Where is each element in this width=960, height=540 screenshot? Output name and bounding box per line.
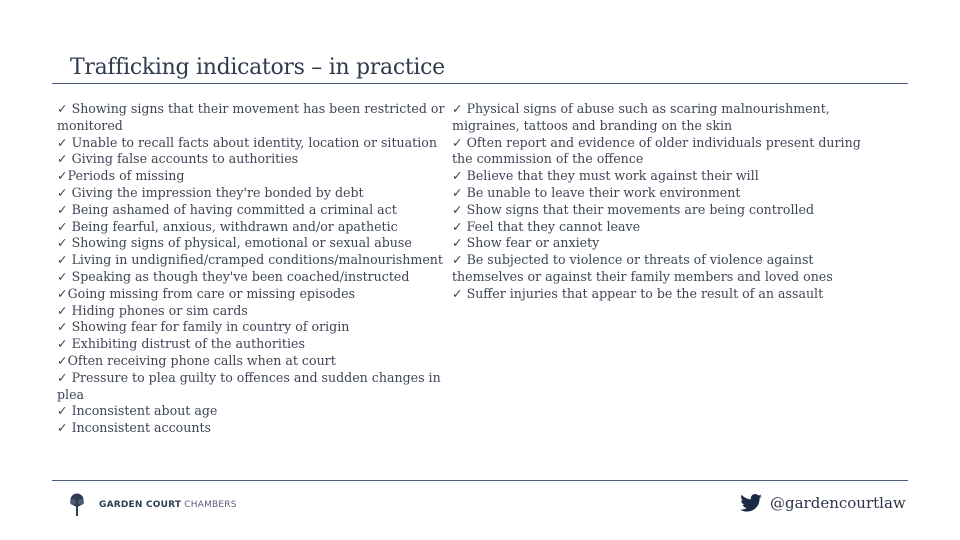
tree-icon bbox=[68, 493, 86, 517]
checkmark-icon: ✓ bbox=[57, 369, 68, 385]
checkmark-icon: ✓ bbox=[57, 268, 68, 284]
checkmark-icon: ✓ bbox=[57, 336, 68, 352]
checkmark-icon: ✓ bbox=[452, 252, 463, 268]
checkmark-icon: ✓ bbox=[57, 184, 68, 200]
indicator-text: Inconsistent accounts bbox=[67, 420, 211, 436]
indicator-text: Physical signs of abuse such as scaring malnourishment, migraines, tattoos and branding on the skin bbox=[452, 101, 830, 133]
indicator-item bbox=[452, 135, 862, 169]
indicator-text: Be subjected to violence or threats of violence against themselves or against their family members and loved ones bbox=[452, 252, 833, 284]
checkmark-icon: ✓ bbox=[57, 285, 68, 301]
indicator-item bbox=[57, 403, 457, 420]
indicator-item bbox=[452, 219, 862, 236]
indicator-text: Often receiving phone calls when at court bbox=[67, 352, 336, 368]
indicator-item bbox=[452, 185, 862, 202]
checkmark-icon: ✓ bbox=[452, 101, 463, 116]
indicator-item bbox=[57, 135, 457, 152]
indicator-item bbox=[57, 353, 457, 370]
indicator-item bbox=[57, 269, 457, 286]
indicator-text: Showing signs that their movement has been restricted or monitored bbox=[57, 101, 445, 133]
checkmark-icon: ✓ bbox=[57, 151, 68, 167]
garden-court-logo bbox=[68, 493, 237, 517]
indicator-text: Unable to recall facts about identity, location or situation bbox=[67, 134, 437, 150]
indicator-item bbox=[57, 168, 457, 185]
indicator-item bbox=[57, 151, 457, 168]
indicator-text: Be unable to leave their work environment bbox=[462, 184, 741, 200]
twitter-bird-icon bbox=[740, 494, 762, 512]
checkmark-icon: ✓ bbox=[452, 218, 463, 234]
indicator-text: Giving the impression they're bonded by debt bbox=[67, 184, 364, 200]
indicator-text: Being fearful, anxious, withdrawn and/or apathetic bbox=[67, 218, 398, 234]
indicator-item bbox=[57, 286, 457, 303]
indicator-text: Hiding phones or sim cards bbox=[67, 302, 248, 318]
logo-text bbox=[99, 500, 237, 510]
checkmark-icon: ✓ bbox=[57, 420, 68, 436]
checkmark-icon: ✓ bbox=[57, 134, 68, 150]
checkmark-icon: ✓ bbox=[452, 201, 463, 217]
indicator-item bbox=[452, 202, 862, 219]
indicator-text: Believe that they must work against their will bbox=[462, 168, 759, 184]
indicator-text: Showing fear for family in country of origin bbox=[67, 319, 350, 335]
top-divider bbox=[52, 83, 908, 84]
twitter-handle-text: @gardencourtlaw bbox=[770, 494, 906, 512]
indicator-text: Feel that they cannot leave bbox=[462, 218, 641, 234]
indicator-text: Show fear or anxiety bbox=[462, 235, 600, 251]
logo-text-light: CHAMBERS bbox=[181, 500, 237, 510]
indicator-item bbox=[57, 219, 457, 236]
indicator-item bbox=[57, 319, 457, 336]
indicator-text: Being ashamed of having committed a criminal act bbox=[67, 201, 397, 217]
indicator-text: Inconsistent about age bbox=[67, 403, 218, 419]
checkmark-icon: ✓ bbox=[452, 168, 463, 184]
indicator-text: Often report and evidence of older individuals present during the commission of the offence bbox=[452, 134, 861, 167]
slide-title: Trafficking indicators – in practice bbox=[70, 54, 445, 80]
checkmark-icon: ✓ bbox=[57, 101, 68, 116]
indicator-item bbox=[452, 286, 862, 303]
checkmark-icon: ✓ bbox=[57, 403, 68, 419]
checkmark-icon: ✓ bbox=[57, 201, 68, 217]
indicator-item bbox=[452, 101, 862, 135]
indicator-item bbox=[452, 252, 862, 286]
checkmark-icon: ✓ bbox=[452, 285, 463, 301]
logo-text-bold: GARDEN COURT bbox=[99, 500, 182, 510]
indicator-item bbox=[57, 101, 457, 135]
indicator-item bbox=[452, 168, 862, 185]
checkmark-icon: ✓ bbox=[57, 235, 68, 251]
checkmark-icon: ✓ bbox=[57, 352, 68, 368]
checkmark-icon: ✓ bbox=[452, 235, 463, 251]
bottom-divider bbox=[52, 480, 908, 481]
left-indicator-list bbox=[57, 101, 457, 437]
checkmark-icon: ✓ bbox=[57, 218, 68, 234]
checkmark-icon: ✓ bbox=[57, 252, 68, 268]
indicator-text: Speaking as though they've been coached/instructed bbox=[67, 268, 410, 284]
indicator-text: Show signs that their movements are being controlled bbox=[462, 201, 815, 217]
indicator-item bbox=[57, 252, 457, 269]
checkmark-icon: ✓ bbox=[57, 168, 68, 184]
indicator-item bbox=[57, 202, 457, 219]
right-indicator-list bbox=[452, 101, 862, 303]
checkmark-icon: ✓ bbox=[57, 302, 68, 318]
indicator-text: Living in undignified/cramped conditions/malnourishment bbox=[67, 252, 443, 268]
indicator-text: Pressure to plea guilty to offences and sudden changes in plea bbox=[57, 369, 441, 402]
checkmark-icon: ✓ bbox=[452, 134, 463, 150]
twitter-handle[interactable] bbox=[740, 494, 906, 512]
indicator-item bbox=[57, 370, 457, 404]
checkmark-icon: ✓ bbox=[452, 184, 463, 200]
indicator-text: Periods of missing bbox=[67, 168, 185, 184]
indicator-text: Suffer injuries that appear to be the result of an assault bbox=[462, 285, 824, 301]
indicator-item bbox=[57, 420, 457, 437]
indicator-text: Giving false accounts to authorities bbox=[67, 151, 299, 167]
indicator-item bbox=[452, 235, 862, 252]
checkmark-icon: ✓ bbox=[57, 319, 68, 335]
indicator-item bbox=[57, 235, 457, 252]
indicator-item bbox=[57, 185, 457, 202]
indicator-text: Exhibiting distrust of the authorities bbox=[67, 336, 305, 352]
indicator-item bbox=[57, 303, 457, 320]
indicator-text: Showing signs of physical, emotional or sexual abuse bbox=[67, 235, 412, 251]
indicator-item bbox=[57, 336, 457, 353]
indicator-text: Going missing from care or missing episodes bbox=[67, 285, 356, 301]
